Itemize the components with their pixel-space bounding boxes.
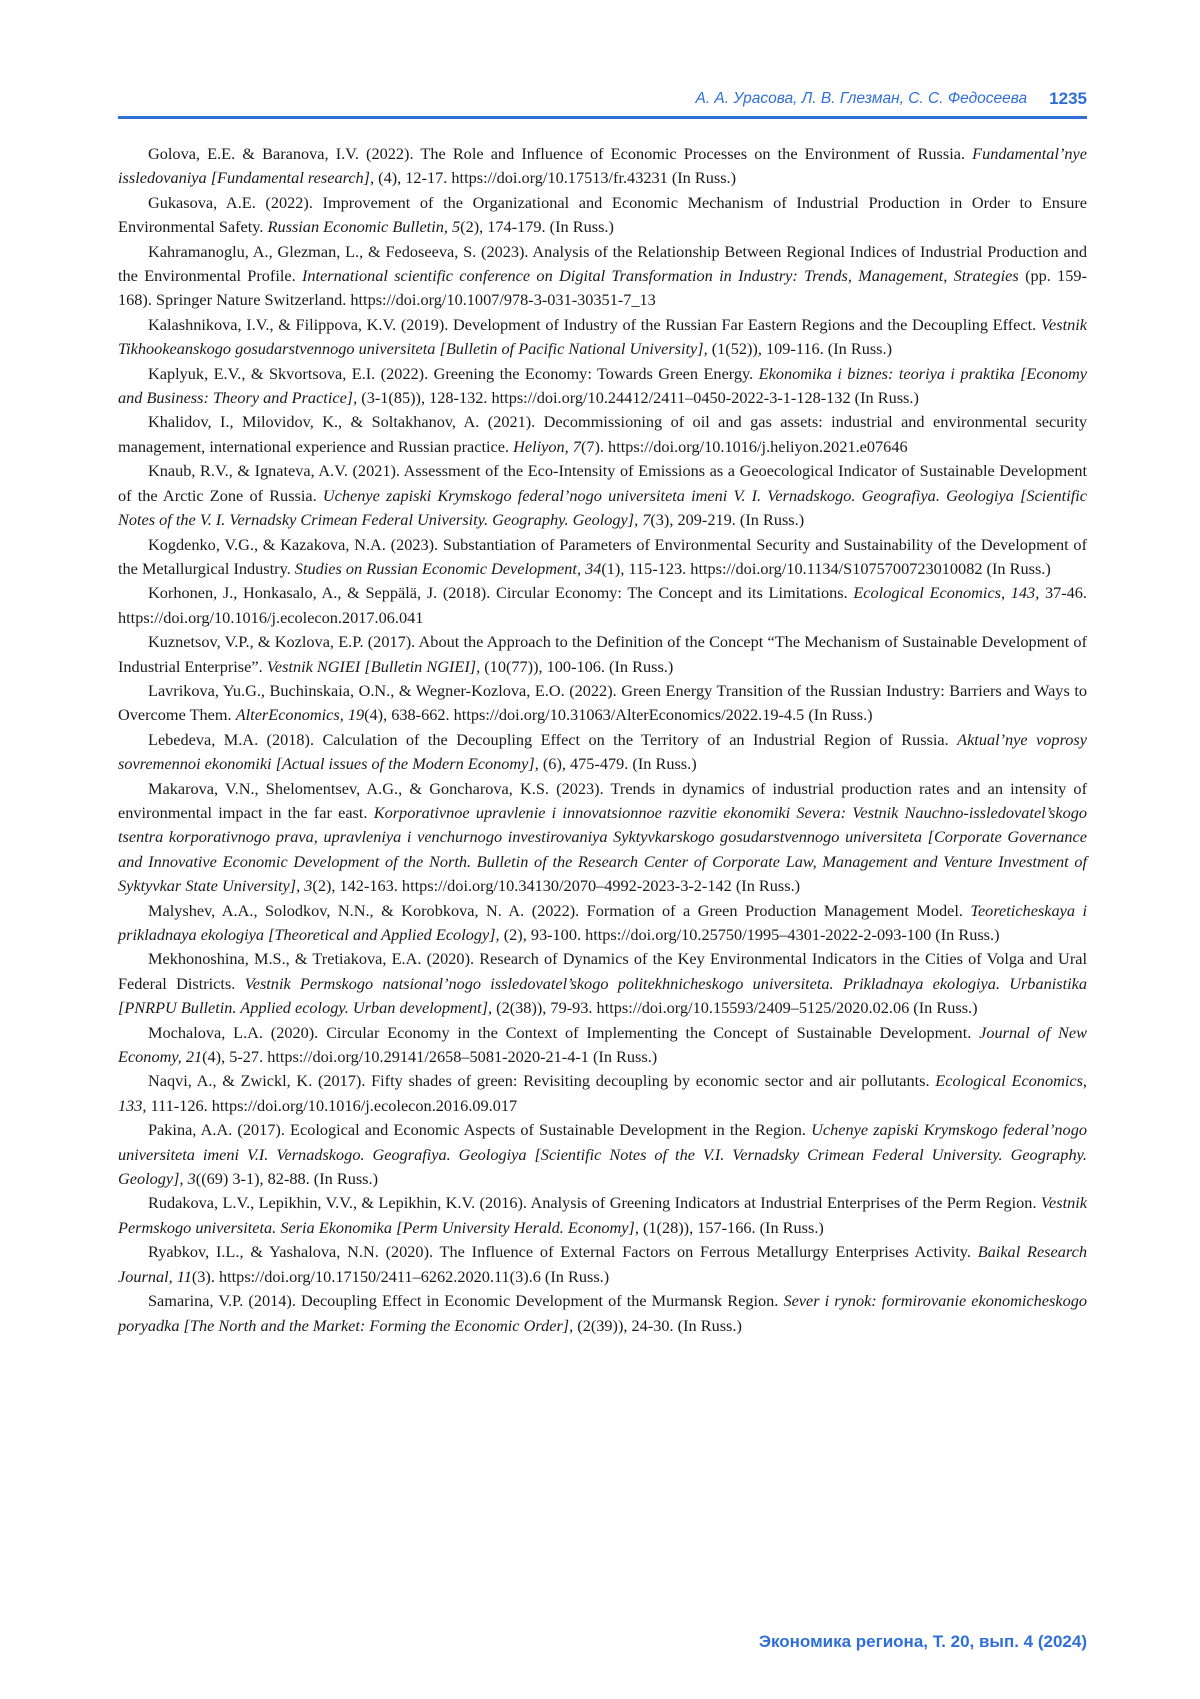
reference-entry [118, 1289, 1087, 1338]
reference-journal: Russian Economic Bulletin, 5 [267, 217, 461, 237]
reference-text: Korhonen, J., Honkasalo, A., & Seppälä, J. (2018). Circular Economy: The Concept and its Limitations. [148, 583, 854, 603]
reference-text: Kahramanoglu, A., Glezman, L., & Fedoseeva, S. (2023). Analysis of the Relationship Between Regional Indices of Industrial Production and the Environmental Profile. [118, 241, 1087, 286]
reference-text: Makarova, V.N., Shelomentsev, A.G., & Goncharova, K.S. (2023). Trends in dynamics of industrial production rates and an intensity of environmental impact in the far east. [118, 778, 1087, 822]
reference-entry [118, 1021, 1087, 1070]
reference-details: (3), 209-219. (In Russ.) [650, 510, 805, 530]
reference-entry [118, 1118, 1087, 1191]
reference-entry [118, 362, 1087, 411]
reference-text: Kalashnikova, I.V., & Filippova, K.V. (2019). Development of Industry of the Russian Far Eastern Regions and the Decoupling Effect. [148, 314, 1041, 334]
reference-details: (1(28)), 157-166. (In Russ.) [638, 1217, 824, 1237]
reference-entry [118, 313, 1087, 362]
reference-journal: Journal of New Economy, 21 [118, 1022, 1087, 1067]
reference-journal: Vestnik Tikhookeanskogo gosudarstvennogo universiteta [Bulletin of Pacific National University], [118, 314, 1087, 359]
reference-details: 37-46. https://doi.org/10.1016/j.ecolecon.2017.06.041 [118, 583, 1088, 627]
reference-entry [118, 728, 1087, 777]
reference-text: Knaub, R.V., & Ignateva, A.V. (2021). Assessment of the Eco-Intensity of Emissions as a Geoecological Indicator of Sustainable Development of the Arctic Zone of Russia. [118, 461, 1087, 505]
reference-entry [118, 777, 1087, 899]
reference-details: (pp. 159-168). Springer Nature Switzerland. https://doi.org/10.1007/978-3-031-30351-7_13 [118, 266, 1087, 310]
reference-text: Rudakova, L.V., Lepikhin, V.V., & Lepikhin, K.V. (2016). Analysis of Greening Indicators at Industrial Enterprises of the Perm Region. [148, 1193, 1041, 1213]
reference-text: Khalidov, I., Milovidov, K., & Soltakhanov, A. (2021). Decommissioning of oil and gas assets: industrial and environmental security management, international experience and Russian practice. [118, 412, 1087, 456]
reference-journal: Sever i rynok: formirovanie ekonomicheskogo poryadka [The North and the Market: Forming the Economic Order], [118, 1291, 1087, 1335]
reference-text: Pakina, A.A. (2017). Ecological and Economic Aspects of Sustainable Development in the Region. [148, 1120, 812, 1140]
reference-journal: Ecological Economics, 143, [853, 583, 1040, 603]
reference-details: (10(77)), 100-106. (In Russ.) [480, 656, 674, 676]
reference-journal: Studies on Russian Economic Development, 34 [294, 558, 602, 578]
reference-entry [118, 581, 1087, 630]
reference-journal: Aktual’nye voprosy sovremennoi ekonomiki [Actual issues of the Modern Economy], [118, 729, 1087, 774]
reference-details: (2(39)), 24-30. (In Russ.) [573, 1315, 742, 1335]
reference-text: Lebedeva, M.A. (2018). Calculation of the Decoupling Effect on the Territory of an Industrial Region of Russia. [148, 729, 958, 749]
running-header [118, 82, 1087, 119]
reference-journal: Vestnik Permskogo natsional’nogo issledovatel’skogo politekhnicheskogo universiteta. Prikladnaya ekologiya. Urbanistika [PNRPU Bulletin. Applied ecology. Urban development], [118, 973, 1088, 1018]
reference-entry [118, 459, 1087, 532]
reference-details: ((69) 3-1), 82-88. (In Russ.) [195, 1169, 379, 1189]
reference-journal: AlterEconomics, 19 [235, 705, 365, 725]
reference-details: (1), 115-123. https://doi.org/10.1134/S1075700723010082 (In Russ.) [601, 558, 1051, 578]
reference-text: Naqvi, A., & Zwickl, K. (2017). Fifty shades of green: Revisiting decoupling by economic sector and air pollutants. [148, 1071, 936, 1091]
reference-list [118, 142, 1087, 1338]
reference-details: (2), 174-179. (In Russ.) [460, 217, 614, 237]
reference-text: Ryabkov, I.L., & Yashalova, N.N. (2020). The Influence of External Factors on Ferrous Metallurgy Enterprises Activity. [148, 1242, 978, 1262]
reference-text: Lavrikova, Yu.G., Buchinskaia, O.N., & Wegner-Kozlova, E.O. (2022). Green Energy Transition of the Russian Industry: Barriers and Ways to Overcome Them. [118, 680, 1087, 725]
reference-journal: Uchenye zapiski Krymskogo federal’nogo universiteta imeni V. I. Vernadskogo. Geografiya. Geologiya [Scientific Notes of the V. I. Vernadsky Crimean Federal University. Geography. Geology], 7 [118, 485, 1087, 530]
reference-text: Golova, E.E. & Baranova, I.V. (2022). The Role and Influence of Economic Processes on the Environment of Russia. [148, 144, 973, 163]
reference-text: Kuznetsov, V.P., & Kozlova, E.P. (2017). About the Approach to the Definition of the Concept “The Mechanism of Sustainable Development of Industrial Enterprise”. [118, 632, 1087, 676]
reference-details: (2), 93-100. https://doi.org/10.25750/1995–4301-2022-2-093-100 (In Russ.) [499, 925, 1000, 944]
reference-journal: Vestnik NGIEI [Bulletin NGIEI], [266, 656, 481, 676]
reference-details: (2(38)), 79-93. https://doi.org/10.15593/2409–5125/2020.02.06 (In Russ.) [492, 998, 978, 1018]
reference-entry [118, 142, 1087, 191]
reference-journal: Baikal Research Journal, 11 [118, 1242, 1087, 1286]
reference-entry [118, 410, 1087, 459]
reference-entry [118, 899, 1087, 948]
reference-text: Gukasova, A.E. (2022). Improvement of the Organizational and Economic Mechanism of Industrial Production in Order to Ensure Environmental Safety. [118, 192, 1087, 237]
reference-entry [118, 191, 1087, 240]
reference-entry [118, 533, 1087, 582]
reference-journal: Ekonomika i biznes: teoriya i praktika [Economy and Business: Theory and Practice], [118, 363, 1087, 408]
reference-journal: International scientific conference on Digital Transformation in Industry: Trends, Management, Strategies [301, 266, 1019, 286]
reference-details: (2), 142-163. https://doi.org/10.34130/2070–4992-2023-3-2-142 (In Russ.) [312, 876, 801, 896]
reference-entry [118, 240, 1087, 313]
reference-journal: Ecological Economics, 133, [118, 1071, 1088, 1115]
reference-entry [118, 630, 1087, 679]
reference-entry [118, 1191, 1087, 1240]
reference-details: (4), 5-27. https://doi.org/10.29141/2658–5081-2020-21-4-1 (In Russ.) [202, 1047, 658, 1067]
reference-journal: Uchenye zapiski Krymskogo federal’nogo universiteta imeni V.I. Vernadskogo. Geografiya. Geologiya [Scientific Notes of the V.I. Vernadsky Crimean Federal University. Geography. Geology], 3 [118, 1120, 1087, 1189]
reference-details: (1(52)), 109-116. (In Russ.) [707, 339, 893, 359]
reference-journal: Fundamental’nye issledovaniya [Fundamental research], [118, 144, 1087, 188]
reference-text: Samarina, V.P. (2014). Decoupling Effect in Economic Development of the Murmansk Region. [148, 1291, 784, 1311]
reference-entry [118, 1240, 1087, 1289]
reference-journal: Teoreticheskaya i prikladnaya ekologiya [Theoretical and Applied Ecology], [118, 900, 1087, 944]
reference-entry [118, 947, 1087, 1020]
footer-journal: Экономика региона, Т. 20, вып. 4 (2024) [758, 1632, 1087, 1651]
reference-journal: Korporativnoe upravlenie i innovatsionnoe razvitie ekonomiki Severa: Vestnik Nauchno-issledovatel’skogo tsentra korporativnogo prava, upravleniya i venchurnogo investirovaniya Syktyvkarskogo gosudarstvennogo universiteta [Corporate Governance and Innovative Economic Development of the North. Bulletin of the Research Center of Corporate Law, Management and Venture Investment of Syktyvkar State University], 3 [118, 802, 1087, 896]
page-number: 1235 [1049, 89, 1087, 108]
reference-details: (3). https://doi.org/10.17150/2411–6262.2020.11(3).6 (In Russ.) [191, 1266, 610, 1286]
reference-details: (4), 12-17. https://doi.org/10.17513/fr.43231 (In Russ.) [374, 168, 737, 188]
reference-details: (3-1(85)), 128-132. https://doi.org/10.24412/2411–0450-2022-3-1-128-132 (In Russ.) [357, 388, 919, 408]
reference-text: Mekhonoshina, M.S., & Tretiakova, E.A. (2020). Research of Dynamics of the Key Environmental Indicators in the Cities of Volga and Ural Federal Districts. [118, 949, 1087, 993]
reference-journal: Heliyon, 7 [513, 436, 581, 456]
reference-entry [118, 679, 1087, 728]
reference-journal: Vestnik Permskogo universiteta. Seria Ekonomika [Perm University Herald. Economy], [118, 1193, 1087, 1237]
reference-details: (6), 475-479. (In Russ.) [538, 754, 697, 774]
reference-text: Mochalova, L.A. (2020). Circular Economy in the Context of Implementing the Concept of Sustainable Development. [148, 1022, 980, 1042]
reference-text: Kaplyuk, E.V., & Skvortsova, E.I. (2022). Greening the Economy: Towards Green Energy. [148, 363, 759, 383]
header-authors: А. А. Урасова, Л. В. Глезман, С. С. Федосеева [695, 90, 1028, 107]
reference-text: Malyshev, A.A., Solodkov, N.N., & Korobkova, N. A. (2022). Formation of a Green Production Management Model. [148, 900, 971, 920]
reference-details: 111-126. https://doi.org/10.1016/j.ecolecon.2016.09.017 [146, 1095, 518, 1115]
reference-details: (4), 638-662. https://doi.org/10.31063/AlterEconomics/2022.19-4.5 (In Russ.) [364, 705, 873, 725]
reference-details: (7). https://doi.org/10.1016/j.heliyon.2021.e07646 [580, 436, 908, 456]
reference-text: Kogdenko, V.G., & Kazakova, N.A. (2023). Substantiation of Parameters of Environmental Security and Sustainability of the Development of the Metallurgical Industry. [118, 534, 1087, 578]
reference-entry [118, 1069, 1087, 1118]
